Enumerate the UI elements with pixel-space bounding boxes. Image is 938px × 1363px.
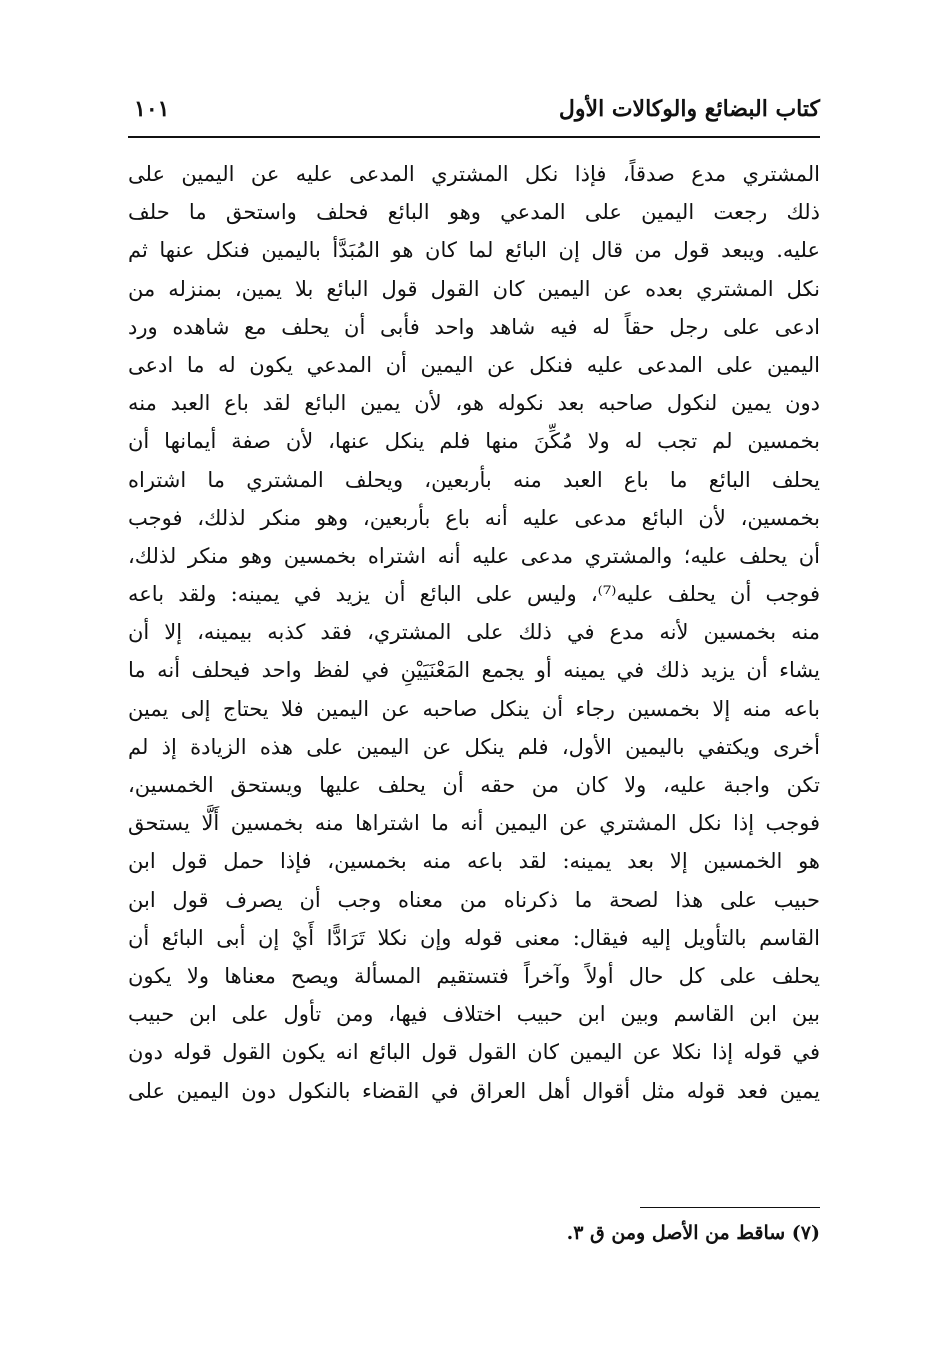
header-title: كتاب البضائع والوكالات الأول — [558, 96, 820, 122]
text-line: المشتري مدع صدقاً، فإذا نكل المشتري المدعى عليه عن اليمين على — [128, 162, 820, 186]
text-line: يحلف البائع ما باع العبد منه بأربعين، ويحلف المشتري ما اشتراه — [128, 467, 820, 492]
text-line: فوجب أن يحلف عليه⁽⁷⁾، وليس على البائع أن يزيد في يمينه: ولقد باعه — [128, 582, 820, 607]
text-line: منه بخمسين لأنه مدع في ذلك على المشتري، فقد كذبه بيمينه، إلا أن — [128, 620, 820, 645]
text-line: بخمسين لم تجب له ولا مُكِّنَ منها فلم ينكل عنها، لأن صفة أيمانها أن — [128, 429, 820, 454]
footnote-rule — [640, 1207, 820, 1208]
text-line: حبيب على هذا لصحة ما ذكرناه من معناه وجب أن يصرف قول ابن — [128, 887, 820, 912]
text-line: اليمين على المدعى عليه فنكل عن اليمين أن المدعي يكون له ما ادعى — [128, 352, 820, 377]
text-line: أخرى ويكتفي باليمين الأول، فلم ينكل عن اليمين على هذه الزيادة إذ لم — [128, 734, 820, 759]
text-line: فوجب إذا نكل المشتري عن اليمين أنه ما اشتراها منه بخمسين أَلَّا يستحق — [128, 811, 820, 836]
page-number: ١٠١ — [134, 96, 170, 122]
footnote: (٧) ساقط من الأصل ومن ق ٣. — [566, 1222, 820, 1244]
text-line: القاسم بالتأويل إليه فيقال: معنى قوله وإن نكلا تَرَادًّا أَيْ إن أبى البائع أن — [128, 925, 820, 950]
header-rule — [128, 136, 820, 138]
text-line: أن يحلف عليه؛ والمشتري مدعى عليه أنه اشتراه بخمسين وهو منكر لذلك، — [128, 543, 820, 568]
text-line: يحلف على كل حال أولاً وآخراً فتستقيم المسألة ويصح معناها ولا يكون — [128, 963, 820, 988]
text-line: بين ابن القاسم وبين ابن حبيب اختلاف فيها، ومن تأول على ابن حبيب — [128, 1002, 820, 1027]
text-line: دون يمين لنكول صاحبه بعد نكوله هو، لأن يمين البائع لقد باع العبد منه — [128, 391, 820, 416]
text-line: باعه منه إلا بخمسين رجاء أن ينكل صاحبه عن اليمين فلا يحتاج إلى يمين — [128, 696, 820, 721]
text-line: هو الخمسين إلا بعد يمينه: لقد باعه منه بخمسين، فإذا حمل قول ابن — [128, 849, 820, 874]
text-line: في قوله إذا نكلا عن اليمين كان القول قول البائع انه يكون القول قوله دون — [128, 1040, 820, 1065]
text-line: ادعى على رجل حقاً له فيه شاهد واحد فأبى أن يحلف مع شاهده ورد — [128, 314, 820, 339]
text-line: تكن واجبة عليه، ولا كان من حقه أن يحلف عليها ويستحق الخمسين، — [128, 773, 820, 797]
text-line: يشاء أن يزيد ذلك في يمينه أو يجمع المَعْنَيَيْنِ في لفظ واحد فيحلف أنه ما — [128, 658, 820, 683]
text-line: ذلك رجعت اليمين على المدعي وهو البائع فحلف واستحق ما حلف — [128, 200, 820, 225]
text-line: نكل المشتري بعده عن اليمين كان القول قول البائع بلا يمين، بمنزله من — [128, 276, 820, 301]
text-line: عليه. ويبعد قول من قال إن البائع لما كان هو المُبَدَّأ باليمين فنكل عنها ثم — [128, 238, 820, 263]
text-line: بخمسين، لأن البائع مدعى عليه أنه باع بأربعين، وهو منكر لذلك، فوجب — [128, 505, 820, 530]
running-header — [128, 92, 820, 136]
body-text — [128, 155, 820, 1110]
text-line: يمين فعد قوله مثل أقوال أهل العراق في القضاء بالنكول دون اليمين على — [128, 1078, 820, 1103]
